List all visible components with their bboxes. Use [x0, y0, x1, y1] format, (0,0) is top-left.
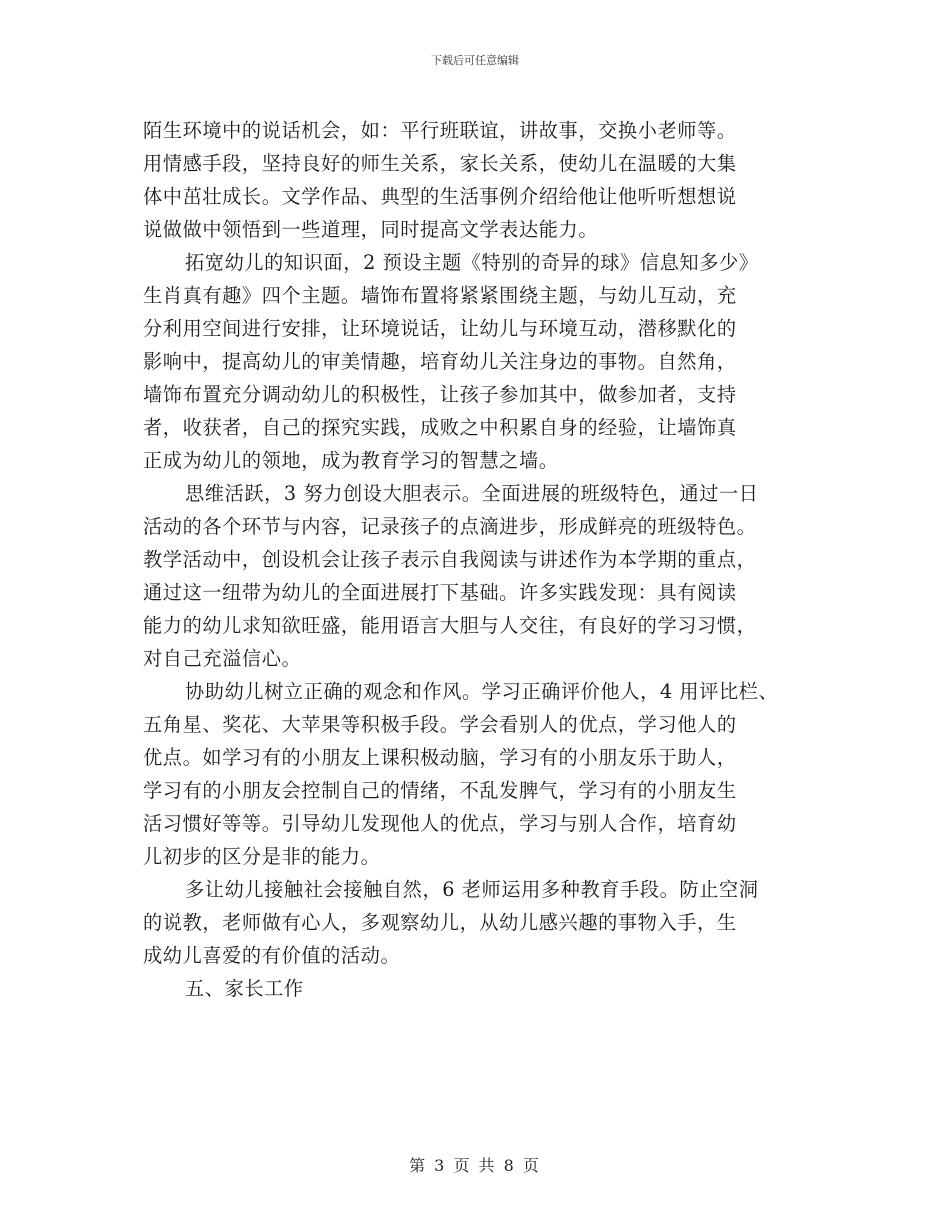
text-line: 优点。如学习有的小朋友上课积极动脑，学习有的小朋友乐于助人，	[143, 746, 737, 769]
text-line: 墙饰布置充分调动幼儿的积极性，让孩子参加其中，做参加者，支持	[143, 383, 737, 406]
text-line: 生肖真有趣》四个主题。墙饰布置将紧紧围绕主题，与幼儿互动，充	[143, 284, 737, 307]
text-line: 五、家长工作	[185, 977, 304, 1000]
text-line: 体中茁壮成长。文学作品、典型的生活事例介绍给他让他听听想想说	[143, 185, 737, 208]
text-line: 的说教，老师做有心人，多观察幼儿，从幼儿感兴趣的事物入手，生	[143, 911, 737, 934]
text-line: 分利用空间进行安排，让环境说话，让幼儿与环境互动，潜移默化的	[143, 317, 737, 340]
text-line: 思维活跃，3 努力创设大胆表示。全面进展的班级特色，通过一日	[185, 482, 759, 505]
text-line: 通过这一纽带为幼儿的全面进展打下基础。许多实践发现：具有阅读	[143, 581, 737, 604]
page-header: 下载后可任意编辑	[431, 54, 519, 67]
text-line: 说做做中领悟到一些道理，同时提高文学表达能力。	[143, 218, 599, 241]
page-footer: 第 3 页 共 8 页	[409, 1156, 541, 1175]
text-line: 能力的幼儿求知欲旺盛，能用语言大胆与人交往，有良好的学习习惯，	[143, 614, 757, 637]
text-line: 正成为幼儿的领地，成为教育学习的智慧之墙。	[143, 449, 559, 472]
text-line: 活习惯好等等。引导幼儿发现他人的优点，学习与别人合作，培育幼	[143, 812, 737, 835]
body-text	[143, 114, 833, 1005]
text-line: 成幼儿喜爱的有价值的活动。	[143, 944, 401, 967]
text-line: 多让幼儿接触社会接触自然，6 老师运用多种教育手段。防止空洞	[185, 878, 759, 901]
text-line: 学习有的小朋友会控制自己的情绪，不乱发脾气，学习有的小朋友生	[143, 779, 737, 802]
text-line: 陌生环境中的说话机会，如：平行班联谊，讲故事，交换小老师等。	[143, 119, 737, 142]
text-line: 者，收获者，自己的探究实践，成败之中积累自身的经验，让墙饰真	[143, 416, 737, 439]
text-line: 拓宽幼儿的知识面，2 预设主题《特别的奇异的球》信息知多少》	[185, 251, 759, 274]
text-line: 儿初步的区分是非的能力。	[143, 845, 381, 868]
text-line: 教学活动中，创设机会让孩子表示自我阅读与讲述作为本学期的重点，	[143, 548, 757, 571]
text-line: 协助幼儿树立正确的观念和作风。学习正确评价他人，4 用评比栏、	[185, 680, 779, 703]
text-line: 五角星、奖花、大苹果等积极手段。学会看别人的优点，学习他人的	[143, 713, 737, 736]
text-line: 活动的各个环节与内容，记录孩子的点滴进步，形成鲜亮的班级特色。	[143, 515, 757, 538]
text-line: 对自己充溢信心。	[143, 647, 302, 670]
text-line: 影响中，提高幼儿的审美情趣，培育幼儿关注身边的事物。自然角，	[143, 350, 737, 373]
text-line: 用情感手段，坚持良好的师生关系，家长关系，使幼儿在温暖的大集	[143, 152, 737, 175]
